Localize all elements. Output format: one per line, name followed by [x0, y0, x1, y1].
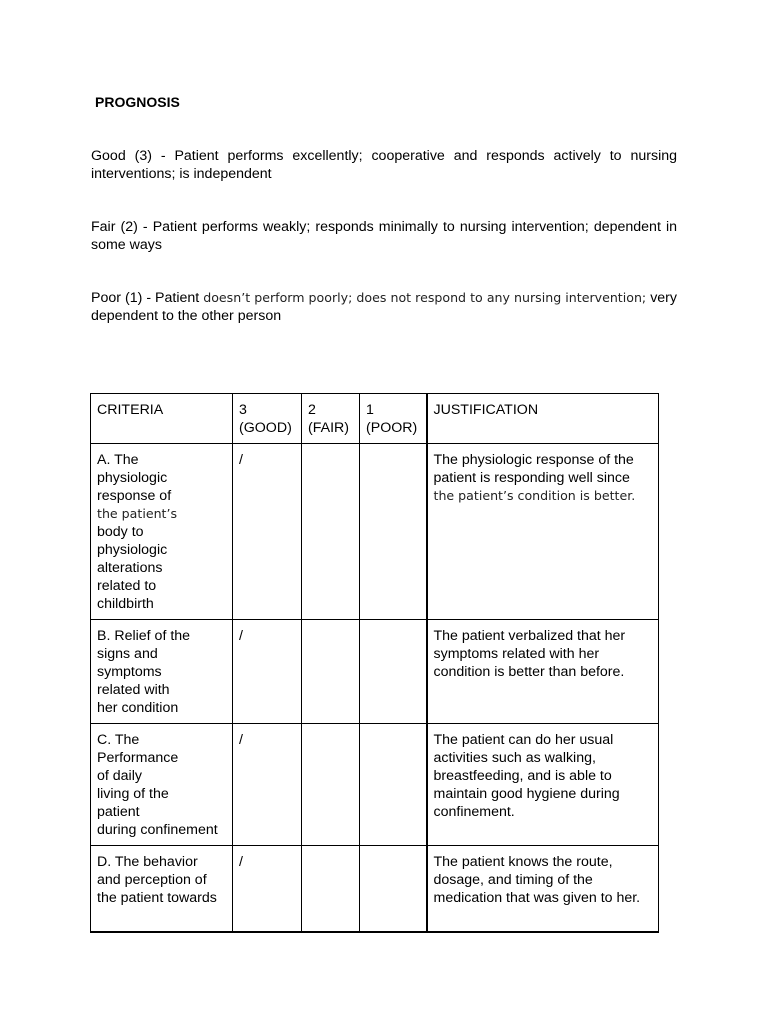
criteria-line: B. Relief of the [97, 628, 191, 644]
table-row [91, 620, 659, 724]
table-header-row [91, 394, 659, 444]
good-mark: / [233, 620, 302, 724]
header-poor [360, 394, 427, 444]
criteria-line: during confinement [97, 822, 218, 838]
criteria-cell [91, 846, 233, 933]
justification-cell: The patient can do her usual activities such as walking, breastfeeding, and is able to maintain good hygiene during confinement. [427, 724, 659, 846]
header-good-number: 3 [239, 402, 247, 418]
justification-cell [427, 444, 659, 620]
criteria-line: alterations [97, 560, 163, 576]
criteria-line: patient [97, 804, 140, 820]
criteria-cell [91, 724, 233, 846]
criteria-line: the patient towards [97, 890, 217, 906]
page-title: PROGNOSIS [95, 94, 180, 110]
criteria-line: her condition [97, 700, 179, 716]
prognosis-table [90, 393, 659, 933]
justification-text-alt: the patient’s condition is better. [433, 488, 636, 503]
header-good-label: (GOOD) [239, 420, 292, 436]
criteria-line: signs and [97, 646, 158, 662]
header-justification: JUSTIFICATION [427, 394, 659, 444]
prognosis-poor-definition [91, 289, 677, 325]
criteria-cell [91, 444, 233, 620]
justification-cell: The patient knows the route, dosage, and timing of the medication that was given to her. [427, 846, 659, 933]
header-fair-number: 2 [308, 402, 316, 418]
good-mark: / [233, 724, 302, 846]
criteria-line: symptoms [97, 664, 162, 680]
table-row [91, 444, 659, 620]
poor-mark [360, 444, 427, 620]
criteria-line: Performance [97, 750, 179, 766]
fair-mark [302, 846, 360, 933]
criteria-line: living of the [97, 786, 169, 802]
poor-mark [360, 846, 427, 933]
criteria-line: physiologic [97, 542, 168, 558]
poor-definition-start: Poor (1) - Patient [91, 290, 204, 306]
poor-definition-middle: doesn’t perform poorly; does not respond to any nursing intervention; [203, 290, 647, 305]
criteria-cell [91, 620, 233, 724]
criteria-line: childbirth [97, 596, 154, 612]
criteria-line: A. The [97, 452, 139, 468]
prognosis-good-definition: Good (3) - Patient performs excellently; cooperative and responds actively to nursing interventions; is independent [91, 148, 677, 182]
good-mark: / [233, 846, 302, 933]
table-row [91, 724, 659, 846]
poor-definition-end: very dependent to the other person [91, 290, 677, 324]
criteria-line: of daily [97, 768, 142, 784]
header-fair [302, 394, 360, 444]
criteria-line: the patient’s [97, 506, 178, 521]
criteria-line: related with [97, 682, 170, 698]
header-poor-number: 1 [366, 402, 374, 418]
header-criteria: CRITERIA [91, 394, 233, 444]
criteria-line: related to [97, 578, 157, 594]
justification-text: The physiologic response of the patient is responding well since [433, 452, 634, 486]
header-good [233, 394, 302, 444]
fair-mark [302, 620, 360, 724]
criteria-line: D. The behavior [97, 854, 198, 870]
criteria-line: body to [97, 524, 144, 540]
poor-mark [360, 620, 427, 724]
header-poor-label: (POOR) [366, 420, 418, 436]
header-fair-label: (FAIR) [308, 420, 349, 436]
poor-mark [360, 724, 427, 846]
fair-mark [302, 724, 360, 846]
criteria-line: physiologic [97, 470, 168, 486]
justification-cell: The patient verbalized that her symptoms related with her condition is better than before. [427, 620, 659, 724]
table-row [91, 846, 659, 933]
criteria-line: and perception of [97, 872, 207, 888]
criteria-line: response of [97, 488, 172, 504]
prognosis-fair-definition: Fair (2) - Patient performs weakly; responds minimally to nursing intervention; dependent in some ways [91, 219, 677, 253]
criteria-line: C. The [97, 732, 140, 748]
good-mark: / [233, 444, 302, 620]
fair-mark [302, 444, 360, 620]
